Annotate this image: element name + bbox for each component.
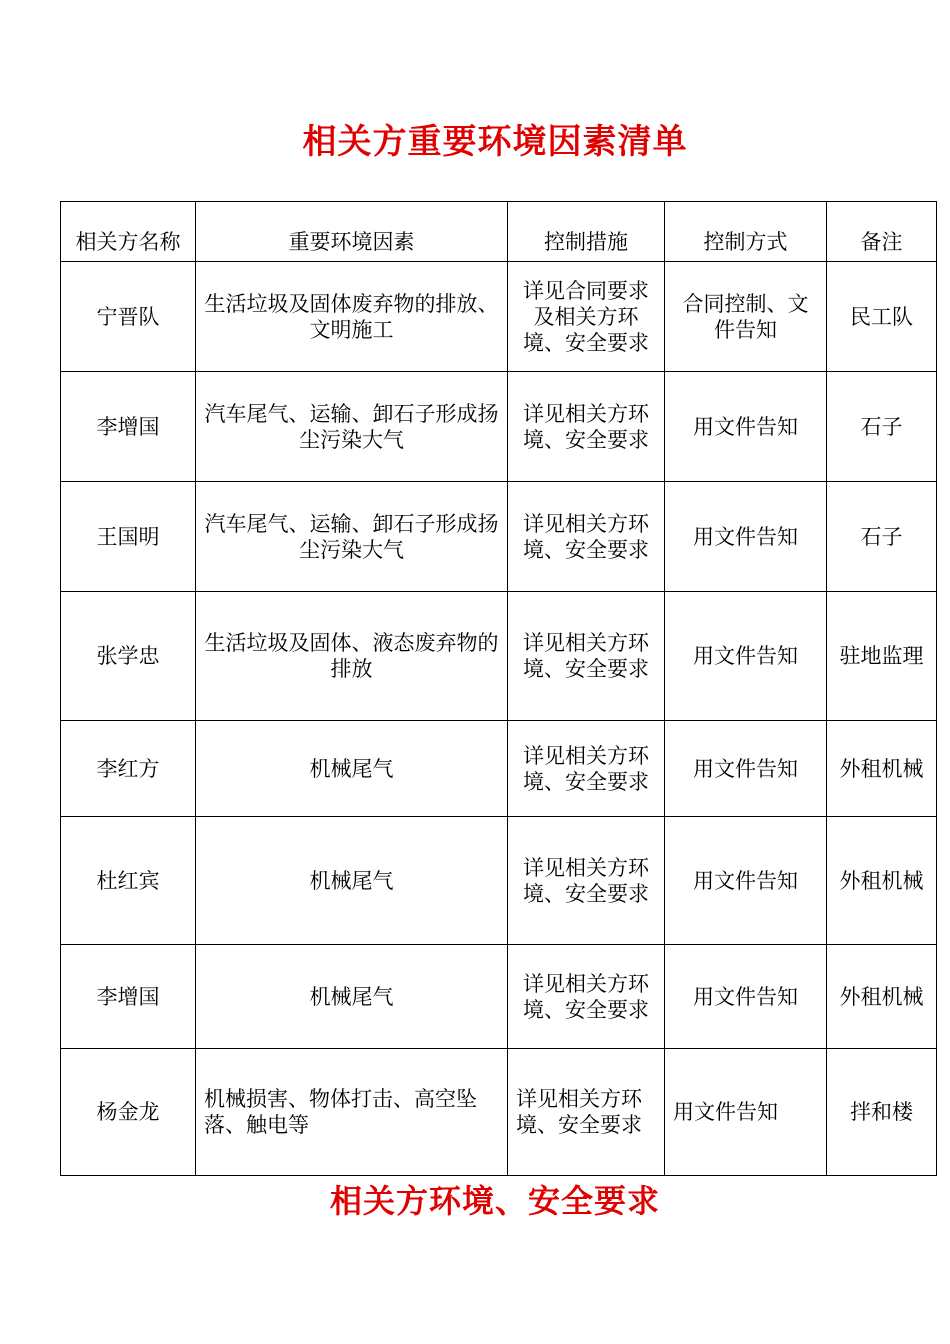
cell-party-name: 李红方 (61, 721, 196, 817)
cell-control-measure: 详见合同要求及相关方环境、安全要求 (508, 262, 665, 372)
cell-environmental-factor: 机械尾气 (196, 817, 508, 945)
table-row (61, 817, 937, 945)
cell-control-method: 用文件告知 (665, 817, 827, 945)
table-header-row (61, 202, 937, 262)
environmental-factors-table (60, 201, 937, 1176)
cell-control-measure: 详见相关方环境、安全要求 (508, 945, 665, 1049)
cell-environmental-factor: 生活垃圾及固体废弃物的排放、文明施工 (196, 262, 508, 372)
cell-control-method: 用文件告知 (665, 592, 827, 721)
section-heading: 相关方环境、安全要求 (329, 1182, 660, 1220)
cell-party-name: 杜红宾 (61, 817, 196, 945)
table-row (61, 482, 937, 592)
cell-remarks: 外租机械 (827, 721, 937, 817)
cell-remarks: 驻地监理 (827, 592, 937, 721)
table-row (61, 592, 937, 721)
cell-party-name: 张学忠 (61, 592, 196, 721)
cell-environmental-factor: 机械损害、物体打击、高空坠落、触电等 (196, 1049, 508, 1176)
cell-remarks: 拌和楼 (827, 1049, 937, 1176)
header-control-method: 控制方式 (665, 202, 827, 262)
cell-control-method: 用文件告知 (665, 945, 827, 1049)
cell-remarks: 石子 (827, 482, 937, 592)
cell-party-name: 杨金龙 (61, 1049, 196, 1176)
cell-control-measure: 详见相关方环境、安全要求 (508, 482, 665, 592)
cell-control-method: 用文件告知 (665, 1049, 827, 1176)
header-remarks: 备注 (827, 202, 937, 262)
header-party-name: 相关方名称 (61, 202, 196, 262)
cell-control-method: 用文件告知 (665, 372, 827, 482)
cell-environmental-factor: 汽车尾气、运输、卸石子形成扬尘污染大气 (196, 372, 508, 482)
header-environmental-factor: 重要环境因素 (196, 202, 508, 262)
table-row (61, 1049, 937, 1176)
cell-control-method: 用文件告知 (665, 721, 827, 817)
cell-party-name: 李增国 (61, 945, 196, 1049)
cell-environmental-factor: 生活垃圾及固体、液态废弃物的排放 (196, 592, 508, 721)
cell-remarks: 民工队 (827, 262, 937, 372)
cell-control-measure: 详见相关方环境、安全要求 (508, 1049, 665, 1176)
cell-party-name: 宁晋队 (61, 262, 196, 372)
table-row (61, 372, 937, 482)
cell-party-name: 王国明 (61, 482, 196, 592)
cell-control-measure: 详见相关方环境、安全要求 (508, 817, 665, 945)
table-row (61, 945, 937, 1049)
cell-party-name: 李增国 (61, 372, 196, 482)
cell-control-measure: 详见相关方环境、安全要求 (508, 721, 665, 817)
document-title: 相关方重要环境因素清单 (302, 122, 688, 162)
cell-environmental-factor: 机械尾气 (196, 945, 508, 1049)
header-control-measure: 控制措施 (508, 202, 665, 262)
cell-control-method: 用文件告知 (665, 482, 827, 592)
table-row (61, 262, 937, 372)
cell-remarks: 外租机械 (827, 817, 937, 945)
cell-control-measure: 详见相关方环境、安全要求 (508, 592, 665, 721)
cell-remarks: 石子 (827, 372, 937, 482)
cell-control-method: 合同控制、文件告知 (665, 262, 827, 372)
cell-remarks: 外租机械 (827, 945, 937, 1049)
cell-control-measure: 详见相关方环境、安全要求 (508, 372, 665, 482)
cell-environmental-factor: 汽车尾气、运输、卸石子形成扬尘污染大气 (196, 482, 508, 592)
table-row (61, 721, 937, 817)
cell-environmental-factor: 机械尾气 (196, 721, 508, 817)
